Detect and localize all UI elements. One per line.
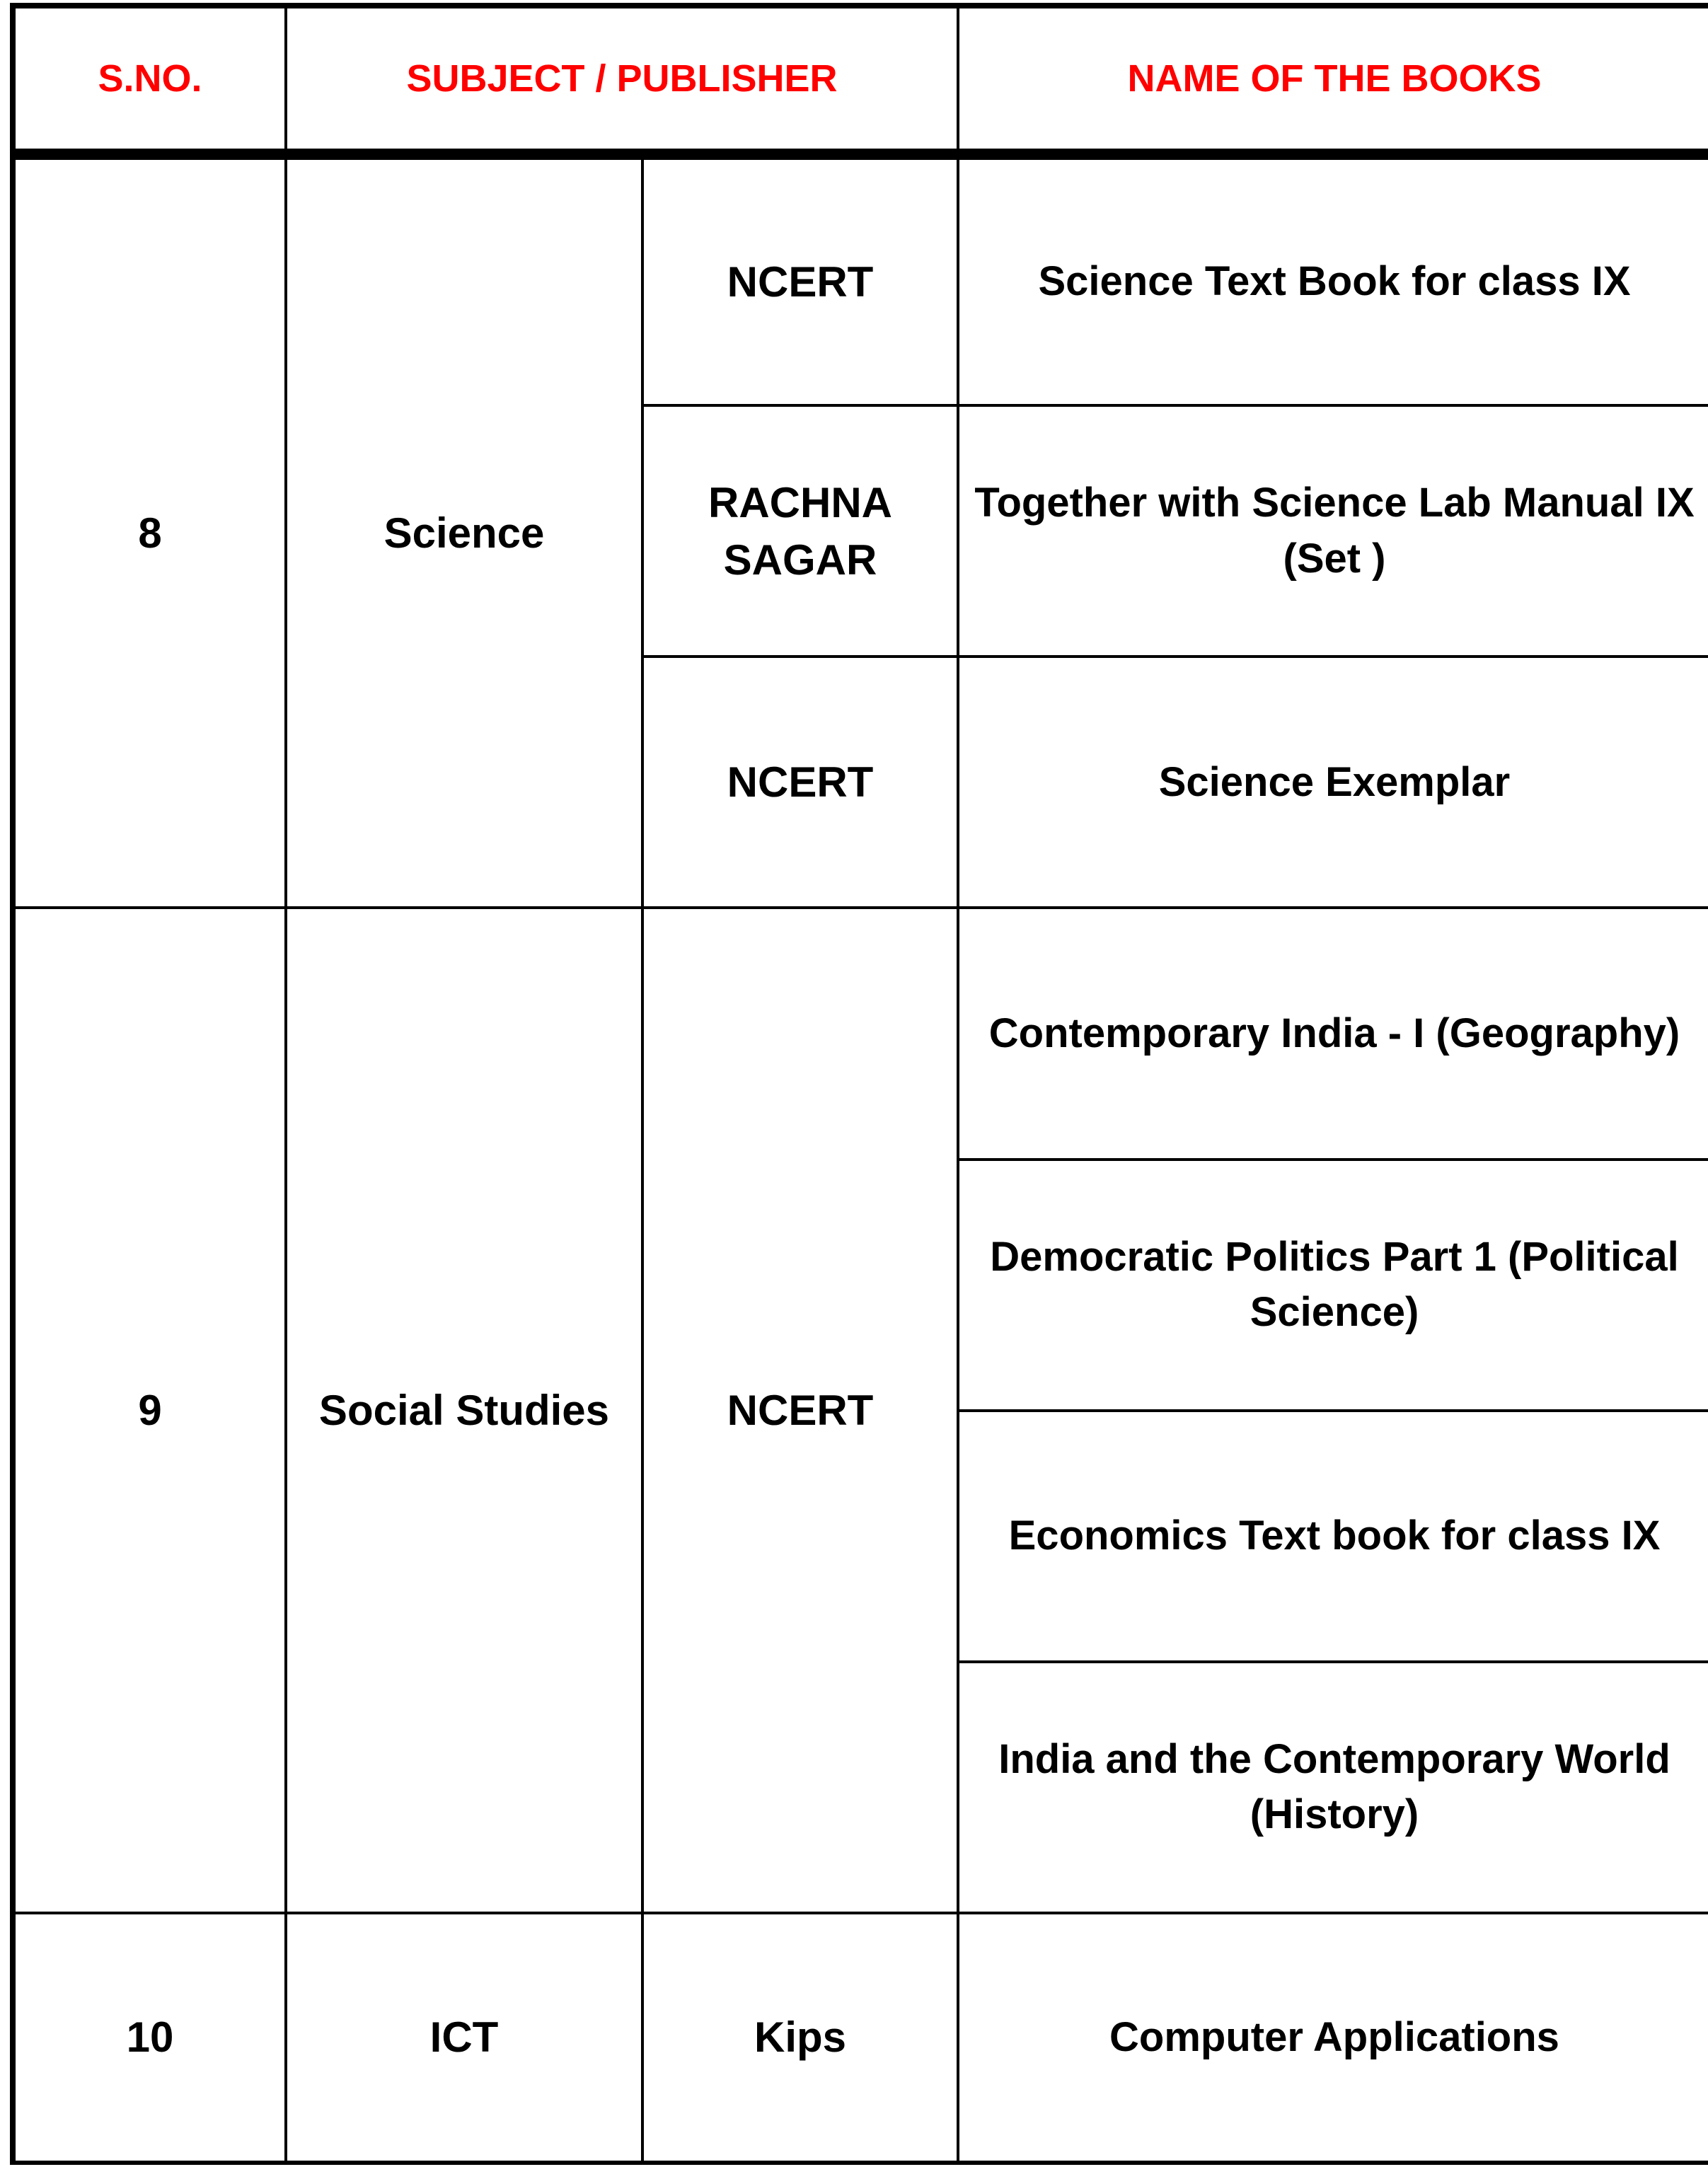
book-name-cell: Contemporary India - I (Geography) xyxy=(958,908,1708,1159)
book-name-cell: Economics Text book for class IX xyxy=(958,1411,1708,1662)
header-subject-publisher: SUBJECT / PUBLISHER xyxy=(286,6,958,154)
book-name-cell: Science Exemplar xyxy=(958,657,1708,908)
book-list-table xyxy=(10,3,1708,2165)
publisher-cell: RACHNA SAGAR xyxy=(642,405,958,657)
subject-cell: Social Studies xyxy=(286,908,642,1913)
book-name-cell: Together with Science Lab Manual IX (Set ) xyxy=(958,405,1708,657)
table-header-row xyxy=(13,6,1708,154)
publisher-cell: NCERT xyxy=(642,908,958,1913)
sno-cell: 9 xyxy=(13,908,286,1913)
publisher-cell: NCERT xyxy=(642,657,958,908)
header-sno: S.NO. xyxy=(13,6,286,154)
subject-cell: ICT xyxy=(286,1913,642,2163)
sno-cell: 10 xyxy=(13,1913,286,2163)
publisher-cell: NCERT xyxy=(642,154,958,405)
subject-cell: Science xyxy=(286,154,642,908)
header-book-names: NAME OF THE BOOKS xyxy=(958,6,1708,154)
book-name-cell: Science Text Book for class IX xyxy=(958,154,1708,405)
table-row xyxy=(13,908,1708,1159)
table-row xyxy=(13,1913,1708,2163)
book-name-cell: Democratic Politics Part 1 (Political Science) xyxy=(958,1160,1708,1411)
table-row xyxy=(13,154,1708,405)
book-list-page xyxy=(10,3,1708,2179)
sno-cell: 8 xyxy=(13,154,286,908)
book-name-cell: India and the Contemporary World (History) xyxy=(958,1662,1708,1913)
book-name-cell: Computer Applications xyxy=(958,1913,1708,2163)
publisher-cell: Kips xyxy=(642,1913,958,2163)
